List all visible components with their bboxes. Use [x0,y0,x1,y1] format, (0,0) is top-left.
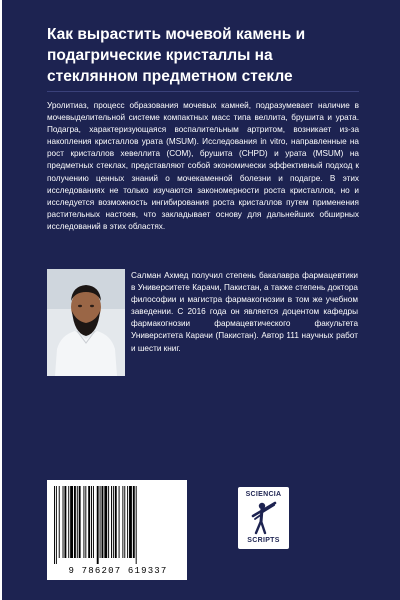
publisher-logo-bottom-text: SCRIPTS [247,537,280,544]
barcode-bar [124,486,125,558]
barcode-bar [102,486,104,558]
barcode-bar [133,486,135,558]
barcode-bar [63,486,64,558]
publisher-logo [238,487,289,549]
barcode-bar [54,486,55,564]
barcode-bar [59,486,60,558]
author-photo [47,269,125,376]
barcode-bar [56,486,57,564]
barcode-bar [127,486,128,558]
barcode-bar [136,486,137,564]
barcode-bar [122,486,123,558]
barcode-bar [83,486,84,558]
book-title: Как вырастить мочевой камень и подагрические кристаллы на стеклянном предметном стекле [47,26,306,85]
barcode-bar [64,486,66,558]
barcode-bar [119,486,120,558]
book-abstract: Уролитиаз, процесс образования мочевых камней, подразумевает наличие в мочевыделительной системе компактных масс типа веллита, брушита и урата. Подагра, характеризующаяся воспалительным артритом, возникает из-за накопления кристаллов урата (MSUM). Исследования in vitro, направленные на рост кристаллов хевеллита (COM), брушита (CHPD) и урата (MSUM) на предметных стеклах, представляют собой экономически эффективный подход к получению ценных знаний о мочекаменной болезни и подагре. В этих исследованиях не только изучаются закономерности роста кристаллов, но и исследуется возможность ингибирования роста кристаллов путем применения растительных настоев, что закладывает основу для дальнейших обширных исследований в этих областях. [47,101,359,231]
author-biography: Салман Ахмед получил степень бакалавра фармацевтики в Университете Карачи, Пакистан, а также степень доктора философии и магистра фармакогнозии в том же учебном заведении. С 2016 года он является доцентом кафедры фармакогнозии фармацевтического факультета Университета Карачи (Пакистан). Автор 111 научных работ и шести книг. [131,271,358,353]
barcode-bar [104,486,107,558]
barcode-bar [97,486,99,564]
barcode-bar [111,486,112,558]
barcode-bar [115,486,117,558]
barcode-bar [113,486,114,558]
barcode-bars [52,486,182,564]
scientist-with-telescope-icon [250,500,278,536]
barcode-bar [68,486,69,558]
barcode-bar [74,486,76,558]
barcode-bar [77,486,78,558]
title-divider [47,91,359,92]
isbn-barcode [47,480,187,580]
barcode-bar [93,486,94,558]
barcode-bar [88,486,90,558]
page-edge [0,0,2,600]
barcode-bar [70,486,73,558]
barcode-bar [79,486,81,558]
barcode-bar [85,486,86,558]
barcode-bar [100,486,101,558]
author-portrait-image [47,269,125,376]
barcode-bar [91,486,92,558]
isbn-number: 9 786207 619337 [68,566,168,576]
publisher-logo-top-text: SCIENCIA [245,491,282,498]
barcode-bar [108,486,109,558]
barcode-bar [129,486,132,558]
